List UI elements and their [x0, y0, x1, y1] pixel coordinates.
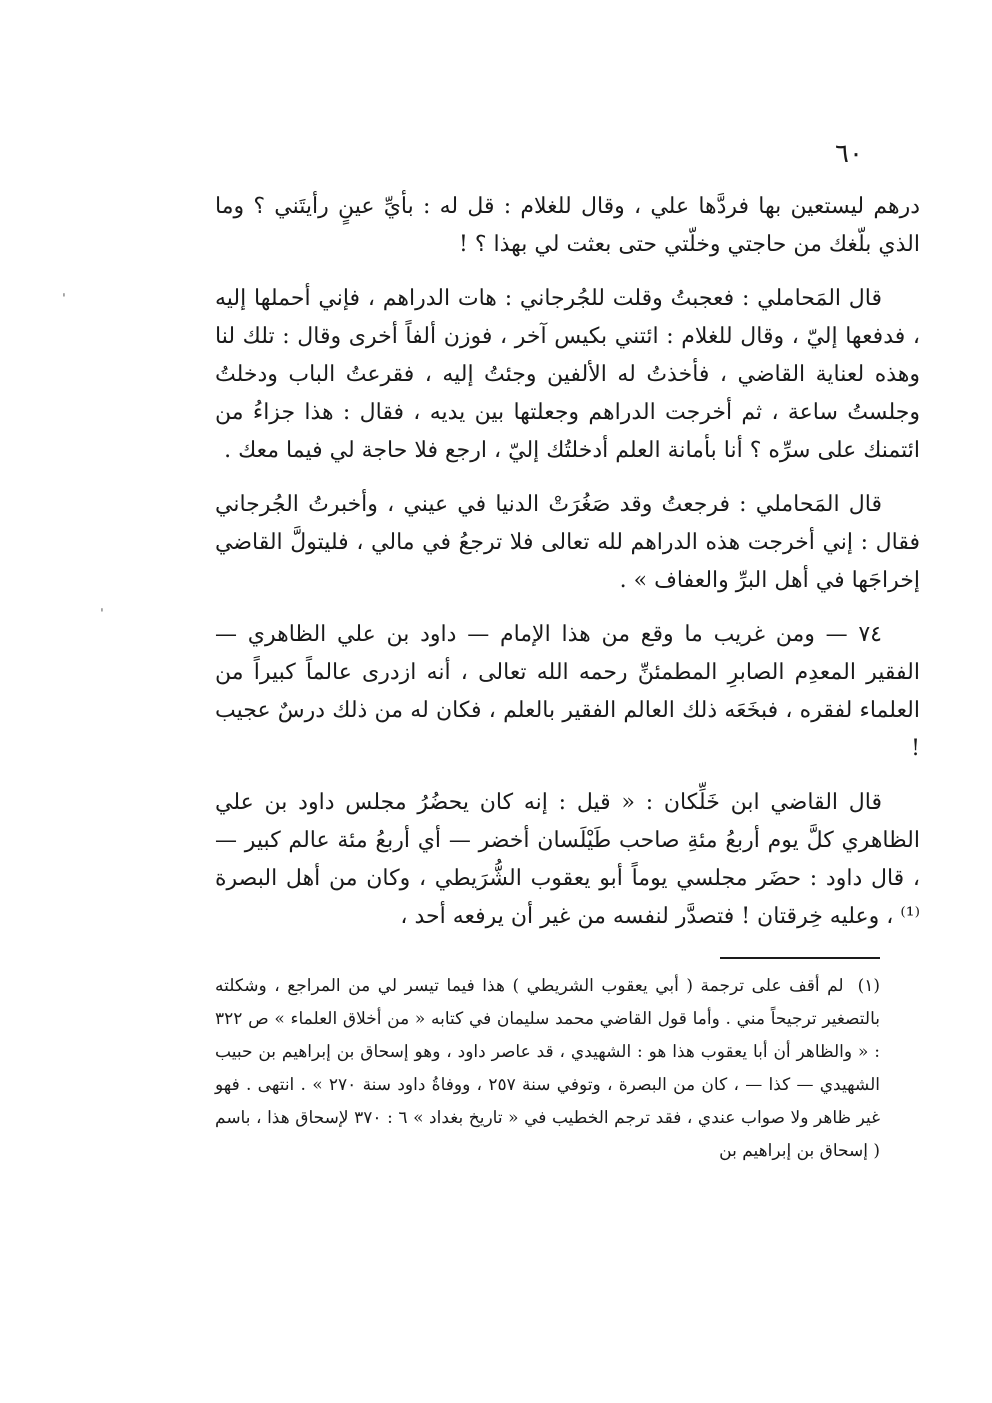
margin-speck: ˈ — [62, 292, 66, 308]
main-text — [215, 188, 920, 952]
footnote-divider — [720, 957, 880, 959]
margin-speck: ˌ — [100, 598, 104, 614]
footnote-text: لم أقف على ترجمة ( أبي يعقوب الشريطي ) هذا فيما تيسر لي من المراجع ، وشكلته بالتصغير ترجيحاً مني . وأما قول القاضي محمد سليمان في كتابه « من أخلاق العلماء » ص ٣٢٢ : « والظاهر أن أبا يعقوب هذا هو : الشهيدي ، قد عاصر داود ، وهو إسحاق بن إبراهيم بن حبيب الشهيدي — كذا — ، كان من البصرة ، وتوفي سنة ٢٥٧ ، ووفاةُ داود سنة ٢٧٠ » . انتهى . فهو غير ظاهر ولا صواب عندي ، فقد ترجم الخطيب في « تاريخ بغداد » ٦ : ٣٧٠ لإسحاق هذا ، باسم ( إسحاق بن إبراهيم بن — [215, 976, 881, 1161]
paragraph: قال المَحاملي : فرجعتُ وقد صَغُرَتْ الدنيا في عيني ، وأخبرتُ الجُرجاني فقال : إني أخرجت هذه الدراهم لله تعالى فلا ترجعُ في مالي ، فليتولَّ القاضي إخراجَها في أهل البرِّ والعفاف » . — [215, 492, 920, 593]
footnotes — [215, 970, 880, 1168]
footnote — [215, 970, 880, 1168]
footnote-marker: (١) — [857, 976, 880, 996]
paragraph-numbered-section: ٧٤ — ومن غريب ما وقع من هذا الإمام — داود بن علي الظاهري — الفقير المعدِم الصابرِ المطمئنِّ رحمه الله تعالى ، أنه ازدرى عالماً كبيراً من العلماء لفقره ، فبخَعَه ذلك العالم الفقير بالعلم ، فكان له من ذلك درسٌ عجيب ! — [215, 622, 920, 761]
page-number: ٦٠ — [835, 139, 863, 169]
paragraph: قال القاضي ابن خَلِّكان : « قيل : إنه كان يحضُرُ مجلس داود بن علي الظاهري كلَّ يوم أربعُ مئةِ صاحب طَيْلَسان أخضر — أي أربعُ مئة عالم كبير — ، قال داود : حضَر مجلسي يوماً أبو يعقوب الشُّرَيطي ، وكان من أهل البصرة ⁽¹⁾ ، وعليه خِرقتان ! فتصدَّر لنفسه من غير أن يرفعه أحد ، — [215, 790, 920, 929]
paragraph: درهم ليستعين بها فردَّها علي ، وقال للغلام : قل له : بأيِّ عينٍ رأيتَني ؟ وما الذي بلّغك من حاجتي وخلّتي حتى بعثت لي بهذا ؟ ! — [215, 194, 920, 257]
paragraph: قال المَحاملي : فعجبتُ وقلت للجُرجاني : هات الدراهم ، فإني أحملها إليه ، فدفعها إليّ ، وقال للغلام : ائتني بكيس آخر ، فوزن ألفاً أخرى وقال : تلك لنا وهذه لعناية القاضي ، فأخذتُ له الألفين وجئتُ إليه ، فقرعتُ الباب ودخلتُ وجلستُ ساعة ، ثم أخرجت الدراهم وجعلتها بين يديه ، فقال : هذا جزاءُ من ائتمنك على سرِّه ؟ أنا بأمانة العلم أدخلتُك إليّ ، ارجع فلا حاجة لي فيما معك . — [215, 286, 920, 463]
